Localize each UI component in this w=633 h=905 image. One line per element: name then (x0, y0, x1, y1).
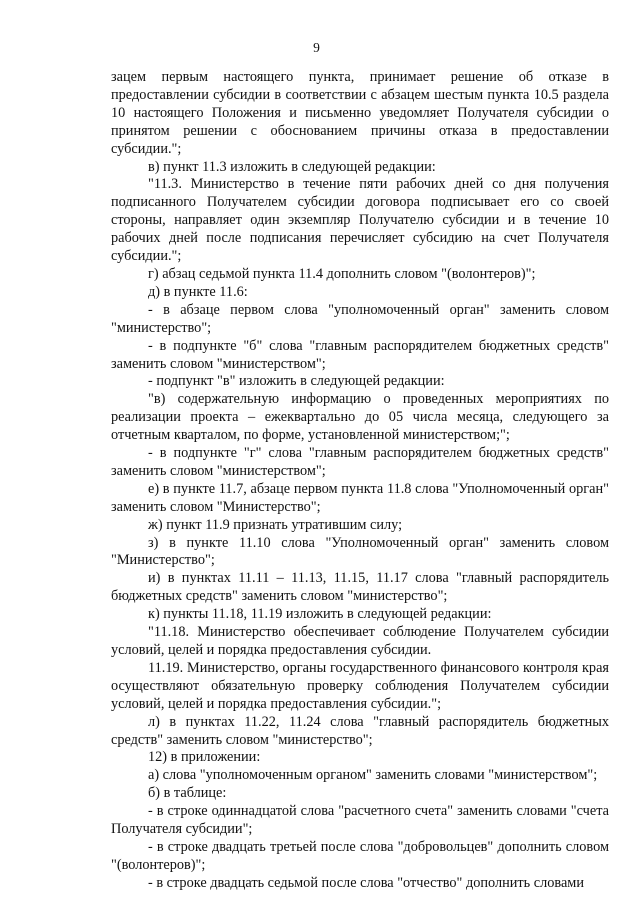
paragraph: "11.3. Министерство в течение пяти рабочих дней со дня получения подписанного Получателем субсидии договора подписывает его со своей стороны, направляет один экземпляр Получателю субсидии и в течение 10 рабочих дней после подписания перечисляет субсидию на счет Получателя субсидии."; (111, 176, 609, 265)
paragraph: - в подпункте "г" слова "главным распорядителем бюджетных средств" заменить словом "министерством"; (111, 445, 609, 479)
paragraph: зацем первым настоящего пункта, принимает решение об отказе в предоставлении субсидии в соответствии с абзацем шестым пункта 10.5 раздела 10 настоящего Положения и письменно уведомляет Получателя субсидии о принятом решении с обоснованием причины отказа в предоставлении субсидии."; (111, 69, 609, 157)
document-body (111, 69, 609, 893)
paragraph: - подпункт "в" изложить в следующей редакции: (148, 373, 445, 390)
paragraph: и) в пунктах 11.11 – 11.13, 11.15, 11.17 слова "главный распорядитель бюджетных средств" заменить словом "министерство"; (111, 570, 609, 605)
paragraph: ж) пункт 11.9 признать утратившим силу; (148, 516, 403, 533)
paragraph: в) пункт 11.3 изложить в следующей редакции: (148, 158, 436, 175)
paragraph: "11.18. Министерство обеспечивает соблюдение Получателем субсидии условий, целей и порядка предоставления субсидии. (111, 624, 609, 658)
paragraph: б) в таблице: (148, 785, 227, 802)
paragraph: - в строке двадцать третьей после слова "добровольцев" дополнить словом "(волонтеров)"; (111, 838, 609, 873)
page-number: 9 (313, 40, 320, 55)
paragraph: - в строке двадцать седьмой после слова "отчество" дополнить словами (148, 874, 585, 891)
paragraph: а) слова "уполномоченным органом" заменить словами "министерством"; (148, 767, 598, 784)
paragraph: д) в пункте 11.6: (148, 283, 248, 300)
paragraph: л) в пунктах 11.22, 11.24 слова "главный распорядитель бюджетных средств" заменить словом "министерство"; (111, 713, 609, 748)
paragraph: - в строке одиннадцатой слова "расчетного счета" заменить словами "счета Получателя субсидии"; (111, 803, 609, 838)
paragraph: "в) содержательную информацию о проведенных мероприятиях по реализации проекта – ежеквартально до 05 числа месяца, следующего за отчетным кварталом, по форме, установленной министерством;"; (111, 391, 609, 444)
paragraph: з) в пункте 11.10 слова "Уполномоченный орган" заменить словом "Министерство"; (111, 534, 609, 569)
paragraph: е) в пункте 11.7, абзаце первом пункта 11.8 слова "Уполномоченный орган" заменить словом "Министерство"; (111, 480, 609, 515)
paragraph: - в абзаце первом слова "уполномоченный орган" заменить словом "министерство"; (111, 301, 609, 336)
paragraph: 12) в приложении: (148, 749, 261, 766)
paragraph: 11.19. Министерство, органы государственного финансового контроля края осуществляют обязательную проверку соблюдения Получателем субсидии условий, целей и порядка предоставления субсидии."; (111, 659, 609, 712)
paragraph: г) абзац седьмой пункта 11.4 дополнить словом "(волонтеров)"; (148, 265, 536, 282)
paragraph: - в подпункте "б" слова "главным распорядителем бюджетных средств" заменить словом "министерством"; (111, 337, 609, 372)
paragraph: к) пункты 11.18, 11.19 изложить в следующей редакции: (148, 606, 492, 623)
